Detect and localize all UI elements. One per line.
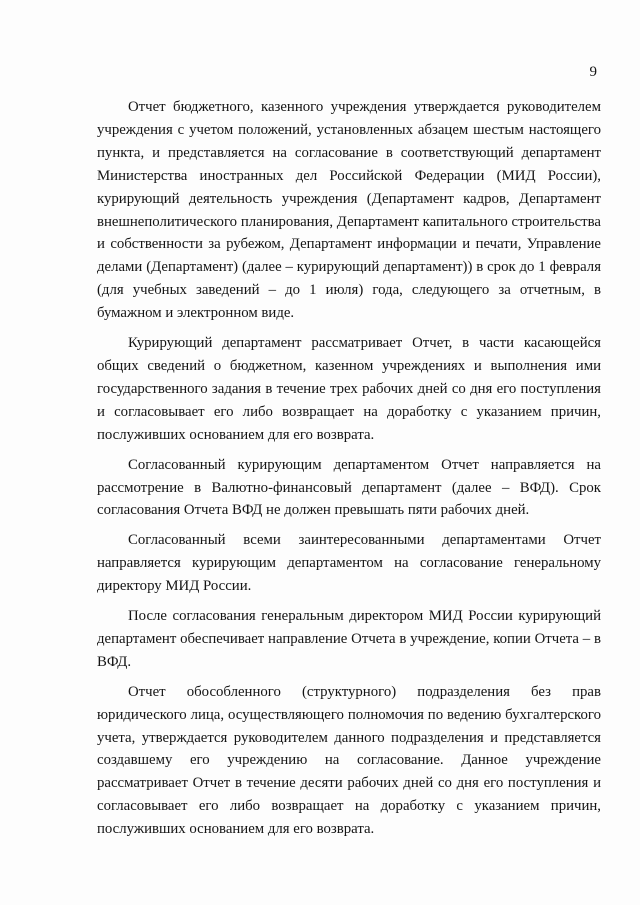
page-number: 9 [589, 64, 597, 80]
document-body [97, 96, 601, 848]
paragraph-vfd-review: Согласованный курирующим департаментом Отчет направляется на рассмотрение в Валютно-финансовый департамент (далее – ВФД). Срок согласования Отчета ВФД не должен превышать пяти рабочих дней. [97, 456, 601, 519]
paragraph-curating-department-review: Курирующий департамент рассматривает Отчет, в части касающейся общих сведений о бюджетном, казенном учреждениях и выполнения ими государственного задания в течение трех рабочих дней со дня его поступления и согласовывает его либо возвращает на доработку с указанием причин, послуживших основанием для его возврата. [97, 335, 601, 443]
paragraph-report-distribution: После согласования генеральным директором МИД России курирующий департамент обеспечивает направление Отчета в учреждение, копии Отчета – в ВФД. [97, 608, 601, 670]
paragraph-report-approval: Отчет бюджетного, казенного учреждения утверждается руководителем учреждения с учетом положений, установленных абзацем шестым настоящего пункта, и представляется на согласование в соответствующий департамент Министерства иностранных дел Российской Федерации (МИД России), курирующий деятельность учреждения (Департамент кадров, Департамент внешнеполитического планирования, Департамент капитального строительства и собственности за рубежом, Департамент информации и печати, Управление делами (Департамент) (далее – курирующий департамент)) в срок до 1 февраля (для учебных заведений – до 1 июля) года, следующего за отчетным, в бумажном и электронном виде. [97, 99, 601, 322]
paragraph-subdivision-report: Отчет обособленного (структурного) подразделения без прав юридического лица, осуществляющего полномочия по ведению бухгалтерского учета, утверждается руководителем данного подразделения и представляется создавшему его учреждению на согласование. Данное учреждение рассматривает Отчет в течение десяти рабочих дней со дня его поступления и согласовывает его либо возвращает на доработку с указанием причин, послуживших основанием для его возврата. [97, 683, 601, 838]
paragraph-director-approval: Согласованный всеми заинтересованными департаментами Отчет направляется курирующим департаментом на согласование генеральному директору МИД России. [97, 532, 601, 595]
